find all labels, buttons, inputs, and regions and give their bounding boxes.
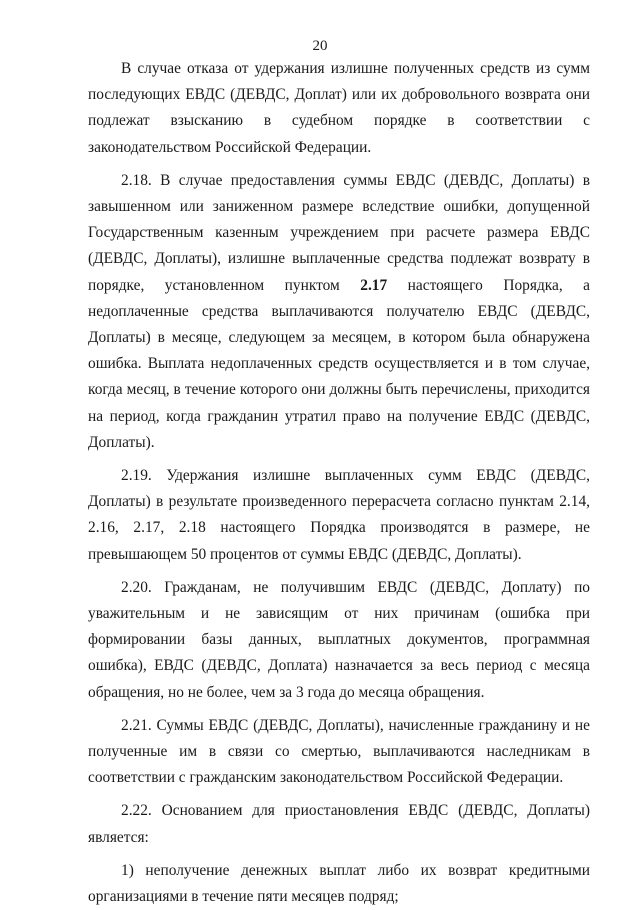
list-item-1: 1) неполучение денежных выплат либо их возврат кредитными организациями в течение пяти месяцев подряд; <box>88 861 590 906</box>
paragraph-2-18-text-end: настоящего Порядка, а недоплаченные средства выплачиваются получателю ЕВДС (ДЕВДС, Доплаты) в месяце, следующем за месяцем, в котором была обнаружена ошибка. Выплата недоплаченных средств осуществляется и в том случае, когда месяц, в течение которого они должны быть перечислены, приходится на период, когда гражданин утратил право на получение ЕВДС (ДЕВДС, Доплаты). <box>88 276 590 451</box>
document-body <box>88 56 590 910</box>
page-number: 20 <box>312 38 328 54</box>
clause-reference-2-17: 2.17 <box>360 276 388 294</box>
paragraph-2-22: 2.22. Основанием для приостановления ЕВДС (ДЕВДС, Доплаты) является: <box>88 802 590 846</box>
paragraph-2-19: 2.19. Удержания излишне выплаченных сумм ЕВДС (ДЕВДС, Доплаты) в результате произведенного перерасчета согласно пунктам 2.14, 2.16, 2.17, 2.18 настоящего Порядка производятся в размере, не превышающем 50 процентов от суммы ЕВДС (ДЕВДС, Доплаты). <box>88 467 590 563</box>
paragraph-2-21: 2.21. Суммы ЕВДС (ДЕВДС, Доплаты), начисленные гражданину и не полученные им в связи со смертью, выплачиваются наследникам в соответствии с гражданским законодательством Российской Федерации. <box>88 716 590 787</box>
paragraph-recovery-note: В случае отказа от удержания излишне полученных средств из сумм последующих ЕВДС (ДЕВДС, Доплат) или их добровольного возврата они подлежат взысканию в судебном порядке в соответствии с законодательством Российской Федерации. <box>88 60 590 156</box>
paragraph-2-20: 2.20. Гражданам, не получившим ЕВДС (ДЕВДС, Доплату) по уважительным и не зависящим от них причинам (ошибка при формировании базы данных, выплатных документов, программная ошибка), ЕВДС (ДЕВДС, Доплата) назначается за весь период с месяца обращения, но не более, чем за 3 года до месяца обращения. <box>88 578 590 701</box>
paragraph-2-18-text-start: 2.18. В случае предоставления суммы ЕВДС (ДЕВДС, Доплаты) в завышенном или заниженном размере вследствие ошибки, допущенной Государственным казенным учреждением при расчете размера ЕВДС (ДЕВДС, Доплаты), излишне выплаченные средства подлежат возврату в порядке, установленном пунктом <box>88 171 590 294</box>
paragraph-2-18 <box>88 168 590 456</box>
